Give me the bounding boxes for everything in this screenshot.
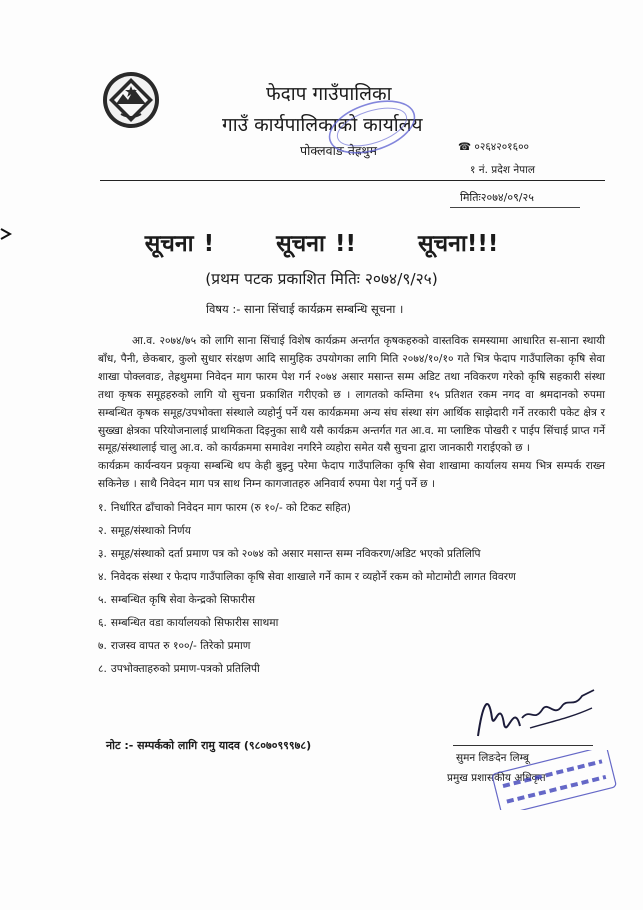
list-item: १. निर्धारित ढाँचाको निवेदन माग फारम (रु १०/- को टिकट सहित): [98, 502, 351, 515]
paragraph-procedure: कार्यक्रम कार्यन्वयन प्रकृया सम्बन्धि थप केही बुझ्नु परेमा फेदाप गाउँपालिका कृषि सेवा शाखामा कार्यालय समय भित्र सम्पर्क राख्न सकिनेछ । साथै निवेदन माग पत्र साथ निम्न कागजातहरु अनिवार्य रुपमा पेश गर्नु पर्ने छ ।: [98, 460, 605, 491]
notice-heading: [0, 226, 643, 258]
list-item: ४. निवेदक संस्था र फेदाप गाउँपालिका कृषि सेवा शाखाले गर्ने काम र व्यहोर्ने रकम को मोटामोटी लागत विवरण: [98, 570, 516, 583]
handwritten-signature: [470, 678, 600, 748]
signature-rule: [453, 745, 593, 746]
header-rule: [100, 180, 605, 181]
requirements-list: [98, 500, 605, 678]
signer-title: प्रमुख प्रशासकीय अधिकृत: [447, 772, 546, 784]
list-item: ८. उपभोक्ताहरुको प्रमाण-पत्रको प्रतिलिपी: [98, 662, 260, 675]
subject-line: विषय :- साना सिंचाई कार्यक्रम सम्बन्धि सूचना ।: [206, 302, 404, 316]
heading-word-1: सूचना !: [144, 231, 215, 257]
office-province: १ नं. प्रदेश नेपाल: [470, 164, 535, 176]
publication-date-line: (प्रथम पटक प्रकाशित मितिः २०७४/९/२५): [205, 270, 438, 288]
list-item: ६. सम्बन्धित वडा कार्यालयको सिफारीस साथमा: [98, 616, 279, 629]
office-phone: ☎ ०२६४२०१६००: [458, 141, 530, 153]
notice-body: [98, 333, 605, 683]
office-name: गाउँ कार्यपालिकाको कार्यालय: [222, 114, 423, 136]
heading-word-3: सूचना!!!: [417, 231, 499, 257]
list-item: ३. समूह/संस्थाको दर्ता प्रमाण पत्र को २०७४ को असार मसान्त सम्म नविकरण/अडिट भएको प्रतिलिपि: [98, 547, 481, 560]
date-rule: [450, 207, 580, 208]
list-item: ५. सम्बन्धित कृषि सेवा केन्द्रको सिफारीस: [98, 593, 256, 606]
municipality-name: फेदाप गाउँपालिका: [266, 83, 392, 105]
signer-name: सुमन लिङदेन लिम्बू: [456, 752, 530, 764]
paragraph-main: आ.व. २०७४/७५ को लागि साना सिंचाई विशेष कार्यक्रम अन्तर्गत कृषकहरुको वास्तविक समस्यामा आधारित स-साना स्थायी बाँध, पैनी, छेकबार, कुलो सुधार संरक्षण आदि सामुहिक उपयोगका लागि मिति २०७४/१०/१० गते भित्र फेदाप गाउँपालिका कृषि सेवा शाखा पोक्लवाङ, तेह्रथुममा निवेदन माग फारम पेश गर्न २०७४ असार मसान्त सम्म अडिट तथा नविकरण गरेको कृषि सहकारी संस्था तथा कृषक समूहहरुको लागि यो सुचना प्रकाशित गरीएको छ । लागतको कम्तिमा १५ प्रतिशत रकम नगद वा श्रमदानको रुपमा सम्बन्धित कृषक समूह/उपभोक्ता संस्थाले व्यहोर्नु पर्ने यस कार्यक्रममा अन्य संघ संस्था संग आर्थिक साझेदारी गर्ने तरकारी पकेट क्षेत्र र सुख्खा क्षेत्रका परियोजनालाई प्राथमिकता दिइनुका साथै यसै कार्यक्रम अन्तर्गत गत आ.व. मा प्लाष्टिक पोखरी र पाईप सिंचाई प्राप्त गर्ने समूह/संस्थालाई चालु आ.व. को कार्यक्रममा समावेश नगरिने व्यहोरा समेत यसै सुचना द्वारा जानकारी गराईएको छ ।: [98, 335, 605, 455]
official-signature-stamp: [485, 750, 620, 810]
list-item: ७. राजस्व वापत रु १००/- तिरेको प्रमाण: [98, 639, 251, 652]
contact-note: नोट :- सम्पर्कको लागि रामु यादव (९८०७०९९९७८): [106, 739, 312, 752]
heading-word-2: सूचना !!: [276, 231, 356, 257]
office-round-stamp: [322, 96, 422, 158]
nepal-government-emblem-icon: [101, 70, 161, 130]
list-item: २. समूह/संस्थाको निर्णय: [98, 525, 191, 538]
notice-date: मितिः२०७४/०९/२५: [460, 191, 534, 204]
office-address: पोक्लवाङ तेह्रथुम: [300, 143, 377, 158]
